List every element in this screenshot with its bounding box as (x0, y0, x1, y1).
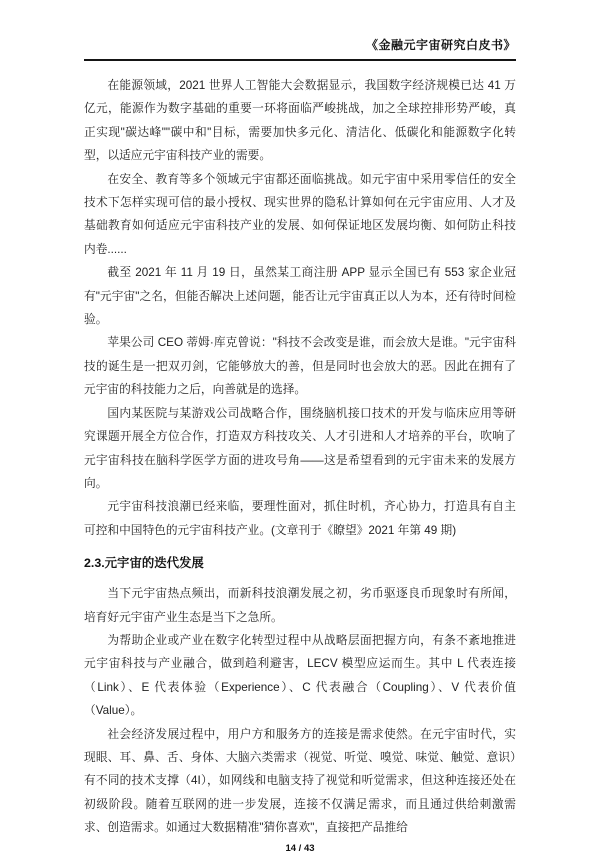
section-heading: 2.3.元宇宙的迭代发展 (84, 556, 204, 571)
paragraph: 苹果公司 CEO 蒂姆·库克曾说："科技不会改变是谁，而会放大是谁。"元宇宙科技的诞生是一把双刃剑，它能够放大的善，但是同时也会放大的恶。因此在拥有了元宇宙的科技能力之后，向善就是的选择。 (84, 336, 516, 397)
paragraph: 在能源领域，2021 世界人工智能大会数据显示，我国数字经济规模已达 41 万亿元，能源作为数字基础的重要一环将面临严峻挑战，加之全球控排形势严峻，真正实现"碳达峰""碳中和"目标，需要加快多元化、清洁化、低碳化和能源数字化转型，以适应元宇宙科技产业的需要。 (84, 79, 516, 163)
paragraph: 在安全、教育等多个领域元宇宙都还面临挑战。如元宇宙中采用零信任的安全技术下怎样实现可信的最小授权、现实世界的隐私计算如何在元宇宙应用、人才及基础教育如何适应元宇宙科技产业的发展、如何保证地区发展均衡、如何防止科技内卷...... (84, 172, 516, 256)
document-body (84, 74, 516, 840)
page-footer (84, 843, 516, 855)
paragraph: 为帮助企业或产业在数字化转型过程中从战略层面把握方向，有条不紊地推进元宇宙科技与产业融合，做到趋利避害，LECV 模型应运而生。其中 L 代表连接（Link）、E 代表体验（Experience）、C 代表融合（Coupling）、V 代表价值（Value）。 (84, 633, 516, 718)
paragraph: 截至 2021 年 11 月 19 日，虽然某工商注册 APP 显示全国已有 553 家企业冠有"元宇宙"之名，但能否解决上述问题，能否让元宇宙真正以人为本，还有待时间检验。 (84, 266, 516, 327)
paragraph: 国内某医院与某游戏公司战略合作，围绕脑机接口技术的开发与临床应用等研究课题开展全方位合作，打造双方科技攻关、人才引进和人才培养的平台，吹响了元宇宙科技在脑科学医学方面的进攻号角——这是希望看到的元宇宙未来的发展方向。 (84, 406, 516, 490)
paragraph: 社会经济发展过程中，用户方和服务方的连接是需求使然。在元宇宙时代，实现眼、耳、鼻、舌、身体、大脑六类需求（视觉、听觉、嗅觉、味觉、触觉、意识）有不同的技术支撑（4I），如网线和电脑支持了视觉和听觉需求，但这种连接还处在初级阶段。随着互联网的进一步发展，连接不仅满足需求，而且通过供给刺激需求、创造需求。如通过大数据精准"猜你喜欢"，直接把产品推给 (84, 727, 516, 835)
document-header (84, 36, 516, 61)
paragraph: 当下元宇宙热点频出，而新科技浪潮发展之初，劣币驱逐良币现象时有所闻，培育好元宇宙产业生态是当下之急所。 (84, 587, 516, 624)
header-rule (84, 59, 516, 61)
header-title: 《金融元宇宙研究白皮书》 (365, 38, 516, 52)
paragraph: 元宇宙科技浪潮已经来临，要理性面对，抓住时机，齐心协力，打造具有自主可控和中国特色的元宇宙科技产业。(文章刊于《瞭望》2021 年第 49 期) (84, 500, 516, 537)
page-number: 14 / 43 (285, 842, 315, 854)
